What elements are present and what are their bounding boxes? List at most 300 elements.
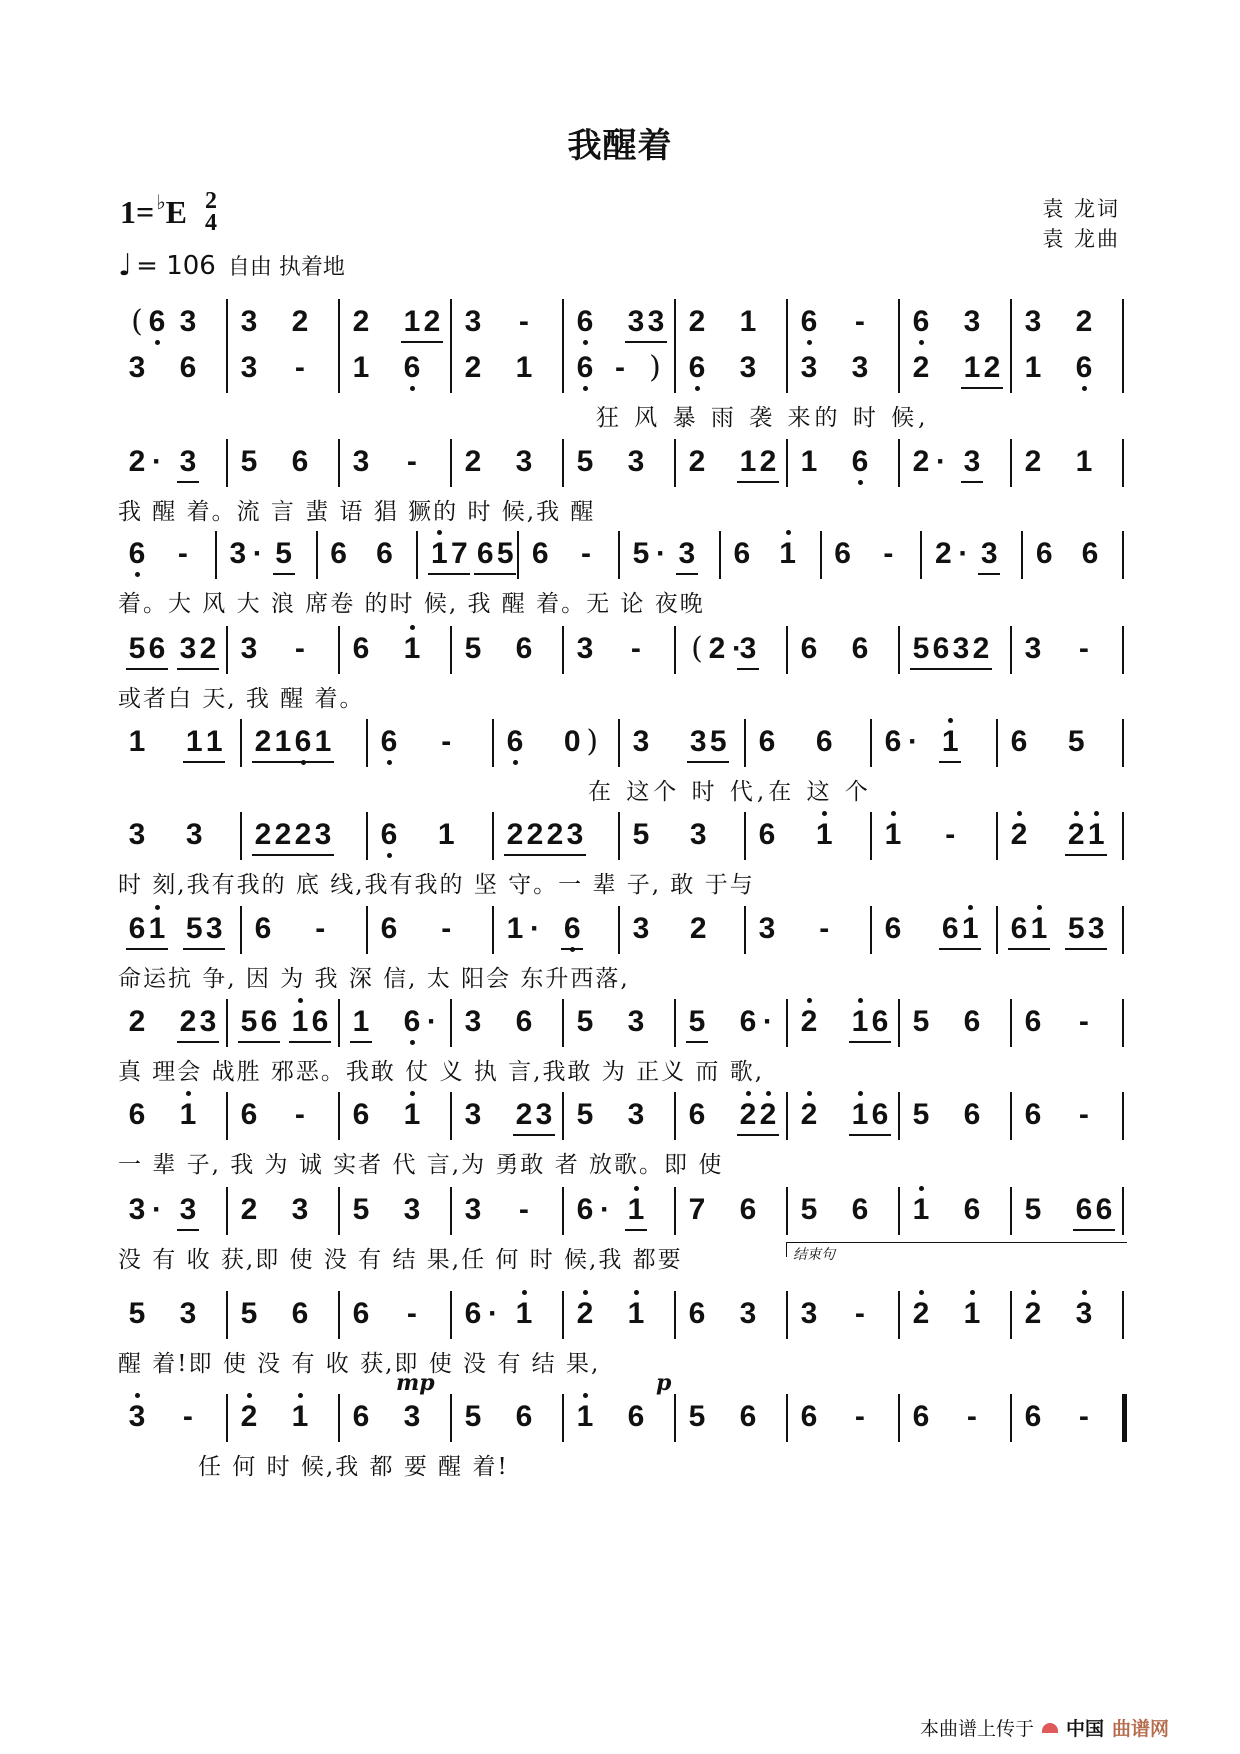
barline xyxy=(215,531,217,579)
barline xyxy=(562,299,564,347)
barline xyxy=(674,999,676,1047)
notation-symbol: - xyxy=(819,912,830,945)
barline xyxy=(1122,1187,1124,1235)
dynamic-mp: mp xyxy=(396,1370,435,1396)
note: 5 xyxy=(464,1400,482,1433)
note: 3 xyxy=(179,445,197,478)
note: 2 xyxy=(526,818,544,851)
barline xyxy=(870,812,872,860)
barline xyxy=(618,812,620,860)
note: 6 xyxy=(739,1193,757,1226)
barline xyxy=(338,299,340,347)
note: 6 xyxy=(401,1005,423,1039)
note: 6 xyxy=(1024,1098,1042,1131)
barline xyxy=(898,999,900,1047)
note: 3 xyxy=(1073,1297,1095,1331)
barline xyxy=(450,439,452,487)
note: 3 xyxy=(627,445,645,478)
notation-symbol: - xyxy=(315,912,326,945)
barline xyxy=(618,906,620,954)
notation-symbol: - xyxy=(630,632,641,665)
barline xyxy=(226,999,228,1047)
note: 6 xyxy=(733,537,751,570)
note: 3 xyxy=(851,351,869,384)
underline-beam xyxy=(737,481,779,483)
barline xyxy=(240,906,242,954)
note: 1 xyxy=(205,725,223,758)
note: 6 xyxy=(688,1297,706,1330)
note: 2 xyxy=(912,351,930,384)
notation-symbol: · xyxy=(252,537,263,570)
key-signature xyxy=(120,190,217,234)
note: 1 xyxy=(1075,445,1093,478)
barline xyxy=(898,1394,900,1442)
note: 3 xyxy=(1024,632,1042,665)
note: 6 xyxy=(378,818,400,852)
barline xyxy=(1010,439,1012,487)
note: 6 xyxy=(576,1193,594,1226)
note: 3 xyxy=(952,632,970,665)
barline xyxy=(562,345,564,393)
underline-beam xyxy=(561,948,583,950)
note: 6 xyxy=(798,305,820,339)
lyric-line: 任 何 时 候,我 都 要 醒 着! xyxy=(198,1454,509,1480)
barline xyxy=(786,1394,788,1442)
note: 6 xyxy=(884,725,902,758)
ending-phrase-label: 结束句 xyxy=(793,1247,835,1263)
note: 2 xyxy=(798,1098,820,1132)
note: 1 xyxy=(506,912,524,945)
barline xyxy=(786,1187,788,1235)
note: 6 xyxy=(739,1005,757,1038)
note: 6 xyxy=(352,1297,370,1330)
notation-symbol: 1 xyxy=(574,1400,596,1434)
note: 6 xyxy=(260,1005,278,1038)
note: 5 xyxy=(128,632,146,665)
site-logo-icon xyxy=(1042,1723,1058,1733)
time-top: 2 xyxy=(205,188,218,214)
barline xyxy=(562,1187,564,1235)
barline xyxy=(226,626,228,674)
notation-symbol: · xyxy=(656,537,666,570)
note: 2 xyxy=(1065,818,1087,852)
note: 6 xyxy=(800,632,818,665)
note: 5 xyxy=(1067,725,1085,758)
final-barline xyxy=(1122,1394,1127,1442)
note: 3 xyxy=(179,632,197,665)
note: 3 xyxy=(576,632,594,665)
notation-symbol: - xyxy=(1078,1098,1089,1131)
note: 1 xyxy=(274,725,292,758)
note: 6 xyxy=(352,1098,370,1131)
note: 5 xyxy=(912,1005,930,1038)
note: 5 xyxy=(240,1297,258,1330)
note: 6 xyxy=(627,1400,645,1433)
notation-symbol: ) xyxy=(586,724,599,759)
barline xyxy=(226,1187,228,1235)
notation-symbol: · xyxy=(732,632,742,665)
notation-symbol: - xyxy=(406,1297,417,1330)
note: 5 xyxy=(240,1005,258,1038)
notation-symbol: · xyxy=(600,1193,610,1226)
note: 7 xyxy=(688,1193,706,1226)
underline-beam xyxy=(849,1041,891,1043)
barline xyxy=(226,345,228,393)
lyric-line: 一 辈 子, 我 为 诚 实者 代 言,为 勇敢 者 放歌。即 使 xyxy=(118,1152,724,1178)
notation-symbol: 1 xyxy=(428,537,450,571)
note: 6 xyxy=(1035,537,1053,570)
barline xyxy=(1010,1291,1012,1339)
notation-symbol: 1 xyxy=(1085,818,1107,852)
note: 6 xyxy=(1073,351,1095,385)
barline xyxy=(1010,1394,1012,1442)
note: 3 xyxy=(128,818,146,851)
barline xyxy=(618,719,620,767)
barline xyxy=(562,1092,564,1140)
underline-beam xyxy=(737,668,759,670)
note: 6 xyxy=(574,305,596,339)
barline xyxy=(226,299,228,347)
ending-phrase-bracket xyxy=(786,1242,1127,1263)
lyric-line: 或者白 天, 我 醒 着。 xyxy=(118,686,365,712)
barline xyxy=(1010,1092,1012,1140)
underline-beam xyxy=(849,1134,891,1136)
notation-symbol: - xyxy=(945,818,956,851)
note: 6 xyxy=(851,632,869,665)
note: 6 xyxy=(476,537,494,570)
note: 3 xyxy=(205,912,223,945)
barline xyxy=(898,1092,900,1140)
brand-b: 曲谱网 xyxy=(1112,1718,1170,1740)
note: 3 xyxy=(535,1098,553,1131)
note: 2 xyxy=(515,1098,533,1131)
note: 6 xyxy=(1010,725,1028,758)
notation-symbol: 1 xyxy=(1028,912,1050,946)
note: 2 xyxy=(199,632,217,665)
note: 7 xyxy=(451,537,468,570)
note: 1 xyxy=(800,445,818,478)
note: 6 xyxy=(291,445,309,478)
barline xyxy=(226,1092,228,1140)
note: 2 xyxy=(757,1098,779,1132)
underline-beam xyxy=(401,341,443,343)
barline xyxy=(1122,299,1124,347)
notation-symbol: - xyxy=(182,1400,193,1433)
notation-symbol: - xyxy=(615,351,625,384)
note: 5 xyxy=(709,725,727,758)
notation-symbol: - xyxy=(966,1400,977,1433)
note: 6 xyxy=(1010,912,1028,945)
notation-symbol: · xyxy=(958,537,969,570)
note: 6 xyxy=(561,912,583,946)
barline xyxy=(1010,999,1012,1047)
barline xyxy=(674,439,676,487)
dynamic-p: p xyxy=(656,1370,672,1396)
note: 2 xyxy=(689,912,707,945)
note: 3 xyxy=(800,351,818,384)
note: 6 xyxy=(515,632,533,665)
credits xyxy=(1042,194,1120,254)
underline-beam xyxy=(939,948,981,950)
time-bottom: 4 xyxy=(205,210,218,236)
notation-symbol: 1 xyxy=(882,818,904,852)
note: 6 xyxy=(871,1098,889,1131)
brand-a: 中国 xyxy=(1066,1718,1105,1740)
notation-symbol: - xyxy=(441,912,452,945)
barline xyxy=(996,719,998,767)
note: 1 xyxy=(185,725,203,758)
note: 6 xyxy=(758,725,776,758)
note: 6 xyxy=(179,351,197,384)
underline-beam xyxy=(961,481,983,483)
note: 6 xyxy=(963,1098,981,1131)
barline xyxy=(870,719,872,767)
barline xyxy=(674,1092,676,1140)
note: 6 xyxy=(240,1098,258,1131)
barline xyxy=(786,1092,788,1140)
note: 3 xyxy=(739,632,757,665)
note: 6 xyxy=(128,912,146,945)
barline xyxy=(898,626,900,674)
barline xyxy=(338,1092,340,1140)
barline xyxy=(1122,906,1124,954)
barline xyxy=(1122,626,1124,674)
notation-symbol: · xyxy=(936,445,946,478)
underline-beam xyxy=(474,573,516,575)
barline xyxy=(338,1394,340,1442)
note: 2 xyxy=(238,1400,260,1434)
tempo-description: 自由 执着地 xyxy=(227,255,345,280)
note: 5 xyxy=(632,537,650,570)
notation-symbol: 1 xyxy=(401,632,423,666)
barline xyxy=(744,719,746,767)
underline-beam xyxy=(252,854,334,856)
underline-beam xyxy=(252,761,334,763)
barline xyxy=(719,531,721,579)
note: 2 xyxy=(423,305,441,338)
barline xyxy=(1122,1092,1124,1140)
underline-beam xyxy=(126,948,168,950)
note: 3 xyxy=(403,1400,421,1433)
song-title: 我醒着 xyxy=(567,126,673,166)
note: 2 xyxy=(1022,1297,1044,1331)
note: 3 xyxy=(179,305,197,338)
note: 1 xyxy=(403,305,421,338)
barline xyxy=(492,906,494,954)
barline xyxy=(562,1291,564,1339)
note: 6 xyxy=(292,725,314,759)
note: 3 xyxy=(689,725,707,758)
note: 3 xyxy=(464,1193,482,1226)
notation-symbol: 1 xyxy=(777,537,799,571)
underline-beam xyxy=(273,573,295,575)
note: 3 xyxy=(739,1297,757,1330)
notation-symbol: · xyxy=(152,445,162,478)
underline-beam xyxy=(1065,854,1107,856)
note: 3 xyxy=(126,1400,148,1434)
note: 3 xyxy=(240,632,258,665)
barline xyxy=(674,299,676,347)
barline xyxy=(366,719,368,767)
underline-beam xyxy=(910,668,992,670)
barline xyxy=(898,299,900,347)
barline xyxy=(450,1291,452,1339)
barline xyxy=(562,1394,564,1442)
barline xyxy=(240,812,242,860)
note: 1 xyxy=(739,445,757,478)
note: 3 xyxy=(647,305,665,338)
notation-symbol: 1 xyxy=(401,1098,423,1132)
barline xyxy=(338,1187,340,1235)
note: 6 xyxy=(912,1400,930,1433)
note: 3 xyxy=(314,818,332,851)
note: 1 xyxy=(963,351,981,384)
note: 2 xyxy=(910,1297,932,1331)
note: 2 xyxy=(737,1098,759,1132)
note: 2 xyxy=(1024,445,1042,478)
note: 3 xyxy=(185,818,203,851)
notation-symbol: - xyxy=(294,351,305,384)
underline-beam xyxy=(687,761,729,763)
barline xyxy=(618,531,620,579)
note: 2 xyxy=(506,818,524,851)
note: 3 xyxy=(403,1193,421,1226)
notation-symbol: - xyxy=(294,1098,305,1131)
note: 5 xyxy=(128,1297,146,1330)
note: 6 xyxy=(254,912,272,945)
note: 3 xyxy=(1087,912,1105,945)
barline xyxy=(1122,812,1124,860)
underline-beam xyxy=(238,1041,280,1043)
notation-symbol: - xyxy=(1078,1005,1089,1038)
barline xyxy=(786,626,788,674)
barline xyxy=(226,1394,228,1442)
note: 6 xyxy=(504,725,526,759)
notation-symbol: · xyxy=(488,1297,498,1330)
note: 2 xyxy=(179,1005,197,1038)
note: 6 xyxy=(352,632,370,665)
underline-beam xyxy=(183,761,225,763)
barline xyxy=(366,812,368,860)
barline xyxy=(674,1291,676,1339)
lyric-line: 命运抗 争, 因 为 我 深 信, 太 阳会 东升西落, xyxy=(118,966,630,992)
quarter-note-icon: ♩ xyxy=(118,248,133,283)
underline-beam xyxy=(939,761,961,763)
notation-symbol: 1 xyxy=(625,1193,647,1227)
flat-icon: ♭ xyxy=(156,191,166,214)
barline xyxy=(562,999,564,1047)
note: 1 xyxy=(128,725,146,758)
lyric-line: 没 有 收 获,即 使 没 有 结 果,任 何 时 候,我 都要 xyxy=(118,1247,683,1273)
lyric-line: 着。大 风 大 浪 席卷 的时 候, 我 醒 着。无 论 夜晚 xyxy=(118,591,705,617)
composer: 袁 龙曲 xyxy=(1042,227,1120,251)
notation-symbol: · xyxy=(908,725,918,758)
note: 3 xyxy=(632,725,650,758)
note: 3 xyxy=(199,1005,217,1038)
note: 6 xyxy=(800,1400,818,1433)
note: 6 xyxy=(686,351,708,385)
note: 2 xyxy=(254,725,272,758)
notation-symbol: - xyxy=(854,1400,865,1433)
notation-symbol: 1 xyxy=(959,912,981,946)
note: 5 xyxy=(632,818,650,851)
notation-symbol: - xyxy=(518,305,529,338)
notation-symbol: ( xyxy=(131,304,143,339)
barline xyxy=(338,1291,340,1339)
barline xyxy=(366,906,368,954)
barline xyxy=(562,439,564,487)
note: 6 xyxy=(531,537,549,570)
barline xyxy=(996,812,998,860)
notation-symbol: · xyxy=(530,912,540,945)
barline xyxy=(240,719,242,767)
note: 6 xyxy=(851,1193,869,1226)
barline xyxy=(450,1187,452,1235)
note: 3 xyxy=(632,912,650,945)
barline xyxy=(744,906,746,954)
barline xyxy=(226,439,228,487)
notation-symbol: - xyxy=(518,1193,529,1226)
note: 6 xyxy=(330,537,347,570)
barline xyxy=(674,626,676,674)
note: 6 xyxy=(1081,537,1099,570)
note: 6 xyxy=(941,912,959,945)
note: 2 xyxy=(254,818,272,851)
note: 3 xyxy=(627,1005,645,1038)
barline xyxy=(226,1291,228,1339)
notation-symbol: 1 xyxy=(849,1098,871,1132)
barline xyxy=(492,812,494,860)
notation-symbol: - xyxy=(581,537,592,570)
notation-symbol: - xyxy=(406,445,417,478)
lyric-line: 我 醒 着。流 言 蜚 语 猖 獗的 时 候,我 醒 xyxy=(118,499,596,525)
note: 5 xyxy=(1024,1193,1042,1226)
barline xyxy=(1010,1187,1012,1235)
note: 6 xyxy=(963,1005,981,1038)
note: 6 xyxy=(1024,1400,1042,1433)
barline xyxy=(338,439,340,487)
note: 1 xyxy=(739,305,757,338)
note: 6 xyxy=(963,1193,981,1226)
barline xyxy=(450,299,452,347)
notation-symbol: 1 xyxy=(289,1005,311,1039)
note: 6 xyxy=(758,818,776,851)
note: 3 xyxy=(352,445,370,478)
note: 2 xyxy=(574,1297,596,1331)
barline xyxy=(786,1291,788,1339)
barline xyxy=(1122,439,1124,487)
barline xyxy=(1021,531,1023,579)
barline xyxy=(450,1092,452,1140)
note: 3 xyxy=(1024,305,1042,338)
note: 5 xyxy=(912,1098,930,1131)
barline xyxy=(1010,345,1012,393)
note: 3 xyxy=(800,1297,818,1330)
note: 3 xyxy=(229,537,247,570)
barline xyxy=(786,299,788,347)
note: 3 xyxy=(980,537,998,570)
note: 3 xyxy=(128,1193,146,1226)
barline xyxy=(786,439,788,487)
note: 3 xyxy=(291,1193,309,1226)
note: 1 xyxy=(352,351,370,384)
note: 3 xyxy=(963,305,981,338)
barline xyxy=(744,812,746,860)
barline xyxy=(450,345,452,393)
note: 6 xyxy=(574,351,596,385)
time-signature xyxy=(205,190,217,234)
barline xyxy=(1122,719,1124,767)
